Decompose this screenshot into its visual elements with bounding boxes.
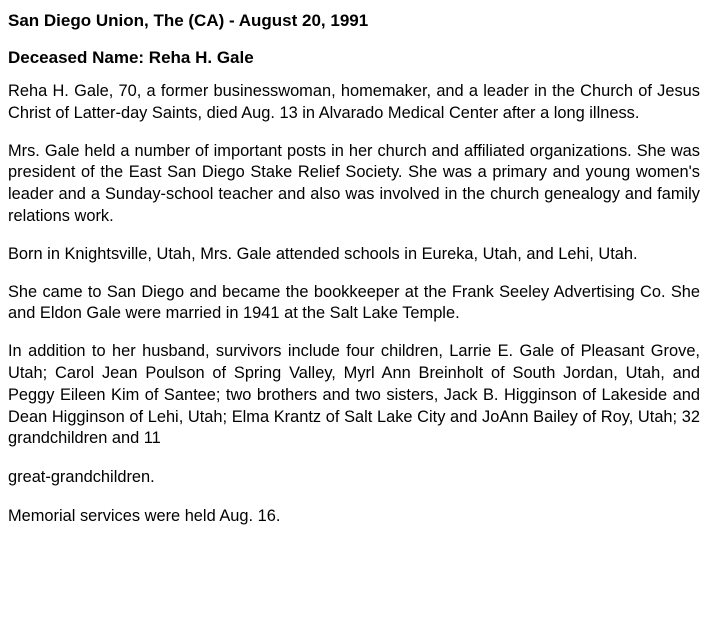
obituary-paragraph: In addition to her husband, survivors include four children, Larrie E. Gale of Pleasant Grove, Utah; Carol Jean Poulson of Spring Valley, Myrl Ann Breinholt of South Jordan, Utah, and Peggy Eileen Kim of Santee; two brothers and two sisters, Jack B. Higginson of Lakeside and Dean Higginson of Lehi, Utah; Elma Krantz of Salt Lake City and JoAnn Bailey of Roy, Utah; 32 grandchildren and 11 <box>8 342 700 448</box>
obituary-paragraph: Born in Knightsville, Utah, Mrs. Gale attended schools in Eureka, Utah, and Lehi, Utah. <box>8 244 638 263</box>
source-heading: San Diego Union, The (CA) - August 20, 1991 <box>8 11 369 30</box>
obituary-paragraph: great-grandchildren. <box>8 468 155 487</box>
obituary-paragraph: Reha H. Gale, 70, a former businesswoman, homemaker, and a leader in the Church of Jesus Christ of Latter-day Saints, died Aug. 13 in Alvarado Medical Center after a long illness. <box>8 82 700 122</box>
obituary-paragraph: She came to San Diego and became the bookkeeper at the Frank Seeley Advertising Co. She and Eldon Gale were married in 1941 at the Salt Lake Temple. <box>8 282 700 323</box>
obituary-paragraph: Memorial services were held Aug. 16. <box>8 506 281 525</box>
deceased-name-heading: Deceased Name: Reha H. Gale <box>8 48 254 67</box>
obituary-paragraph: Mrs. Gale held a number of important posts in her church and affiliated organizations. She was president of the East San Diego Stake Relief Society. She was a primary and young women's leader and a Sunday-school teacher and also was involved in the church genealogy and family relations work. <box>8 141 700 225</box>
